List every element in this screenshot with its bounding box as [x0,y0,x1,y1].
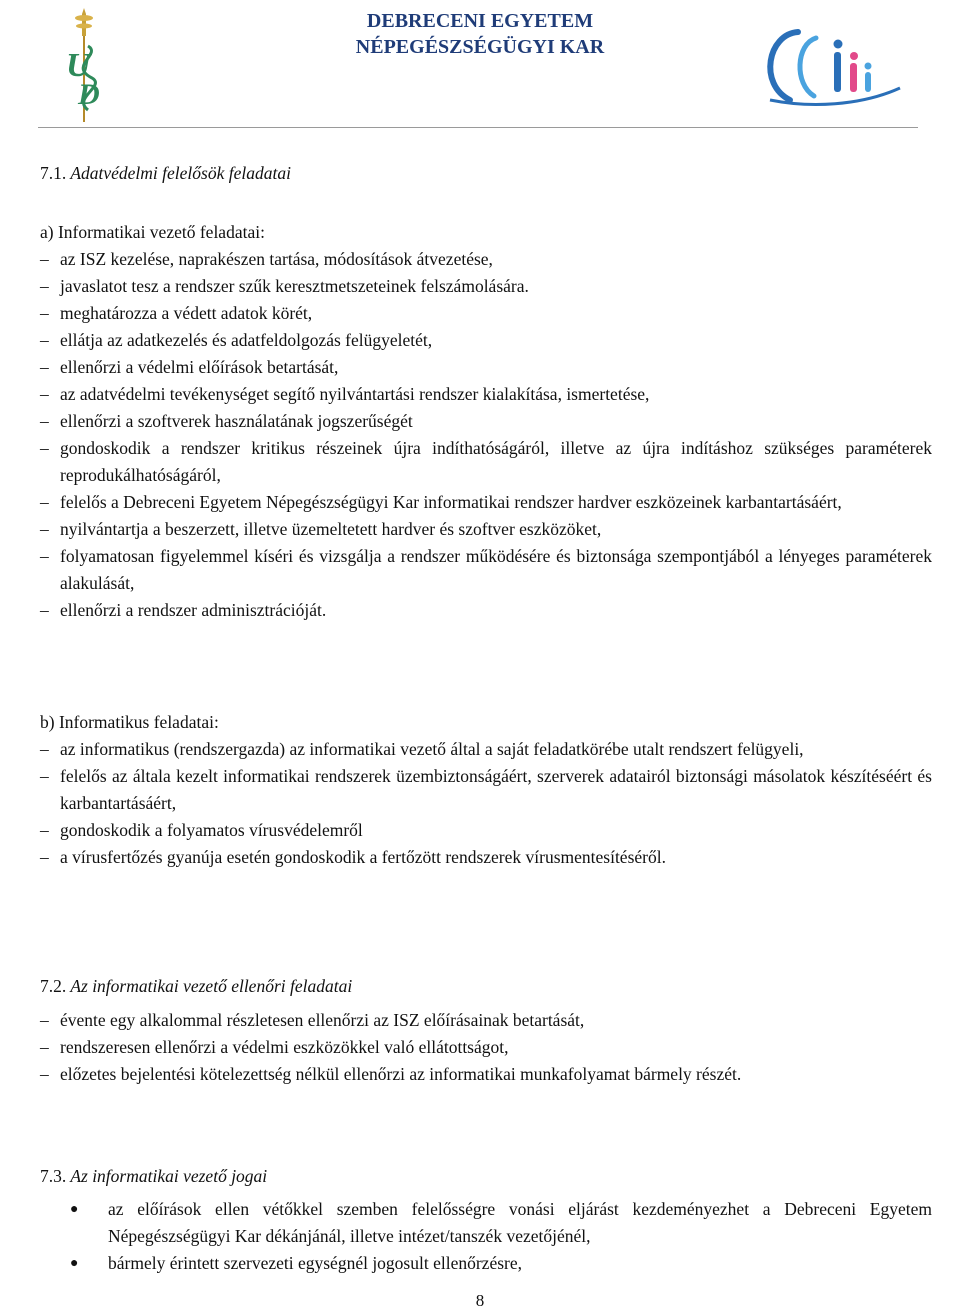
header-divider [38,127,918,128]
list-item: ● bármely érintett szervezeti egységnél jogosult ellenőrzésre, [70,1253,522,1273]
subsection-a [40,219,932,624]
svg-text:U: U [66,47,91,84]
page-number: 8 [475,1291,485,1310]
list-item: – ellenőrzi a szoftverek használatának jogszerűségét [40,411,413,431]
list-item: – a vírusfertőzés gyanúja esetén gondoskodik a fertőzött rendszerek vírusmentesítéséről. [40,847,666,867]
section-7-3-heading [40,1163,267,1190]
section-number: 7.1. [40,163,67,183]
section-title: Az informatikai vezető jogai [70,1166,268,1186]
section-7-2-heading [40,973,352,1000]
list-item: – évente egy alkalommal részletesen ellenőrzi az ISZ előírásainak betartását, [40,1010,585,1030]
list-item: – folyamatosan figyelemmel kíséri és vizsgálja a rendszer működésére és biztonsága szempontjából a lényeges paraméterek alakulását, [40,546,932,593]
list-item: – gondoskodik a rendszer kritikus részeinek újra indíthatóságáról, illetve az újra indításhoz szükséges paraméterek reprodukálhatóságáról, [40,438,932,485]
list-item: – gondoskodik a folyamatos vírusvédelemről [40,820,363,840]
list-item: – nyilvántartja a beszerzett, illetve üzemeltetett hardver és szoftver eszközöket, [40,519,602,539]
subsection-b [40,709,932,871]
list-item: – előzetes bejelentési kötelezettség nélkül ellenőrzi az informatikai munkafolyamat bármely részét. [40,1064,742,1084]
title-line-1: DEBRECENI EGYETEM [366,10,594,32]
section-7-3-list [40,1196,932,1277]
page-header [0,0,960,130]
list-item: – meghatározza a védett adatok körét, [40,303,313,323]
svg-text:D: D [78,78,100,111]
faculty-logo-icon [750,22,910,108]
section-number: 7.3. [40,1166,67,1186]
section-7-1-heading [40,160,291,187]
section-7-2-list [40,1007,932,1088]
section-title: Adatvédelmi felelősök feladatai [70,163,291,183]
list-item: – az adatvédelmi tevékenységet segítő nyilvántartási rendszer kialakítása, ismertetése, [40,384,650,404]
list-item: – ellátja az adatkezelés és adatfeldolgozás felügyeletét, [40,330,433,350]
section-title: Az informatikai vezető ellenőri feladatai [70,976,353,996]
list-item: – ellenőrzi a rendszer adminisztrációját. [40,600,327,620]
list-item: – az ISZ kezelése, naprakészen tartása, módosítások átvezetése, [40,249,493,269]
subsection-a-title: a) Informatikai vezető feladatai: [40,222,265,242]
list-item: – az informatikus (rendszergazda) az informatikai vezető által a saját feladatkörébe utalt rendszert felügyeli, [40,739,804,759]
list-item: – felelős az általa kezelt informatikai rendszerek üzembiztonságáért, szerverek adatairól biztonsági másolatok készítéséért és karbantartásáért, [40,766,932,813]
list-item: ● az előírások ellen vétőkkel szemben felelősségre vonási eljárást kezdeményezhet a Debreceni Egyetem Népegészségügyi Kar dékánjánál, illetve intézet/tanszék vezetőjénél, [70,1199,932,1246]
list-item: – javaslatot tesz a rendszer szűk keresztmetszeteinek felszámolására. [40,276,529,296]
section-number: 7.2. [40,976,67,996]
university-crest-icon [58,6,110,126]
list-item: – rendszeresen ellenőrzi a védelmi eszközökkel való ellátottságot, [40,1037,509,1057]
title-line-2: NÉPEGÉSZSÉGÜGYI KAR [355,36,605,58]
list-item: – ellenőrzi a védelmi előírások betartását, [40,357,339,377]
list-item: – felelős a Debreceni Egyetem Népegészségügyi Kar informatikai rendszer hardver eszközeinek karbantartásáért, [40,492,842,512]
subsection-b-title: b) Informatikus feladatai: [40,712,219,732]
faculty-title [330,8,630,60]
